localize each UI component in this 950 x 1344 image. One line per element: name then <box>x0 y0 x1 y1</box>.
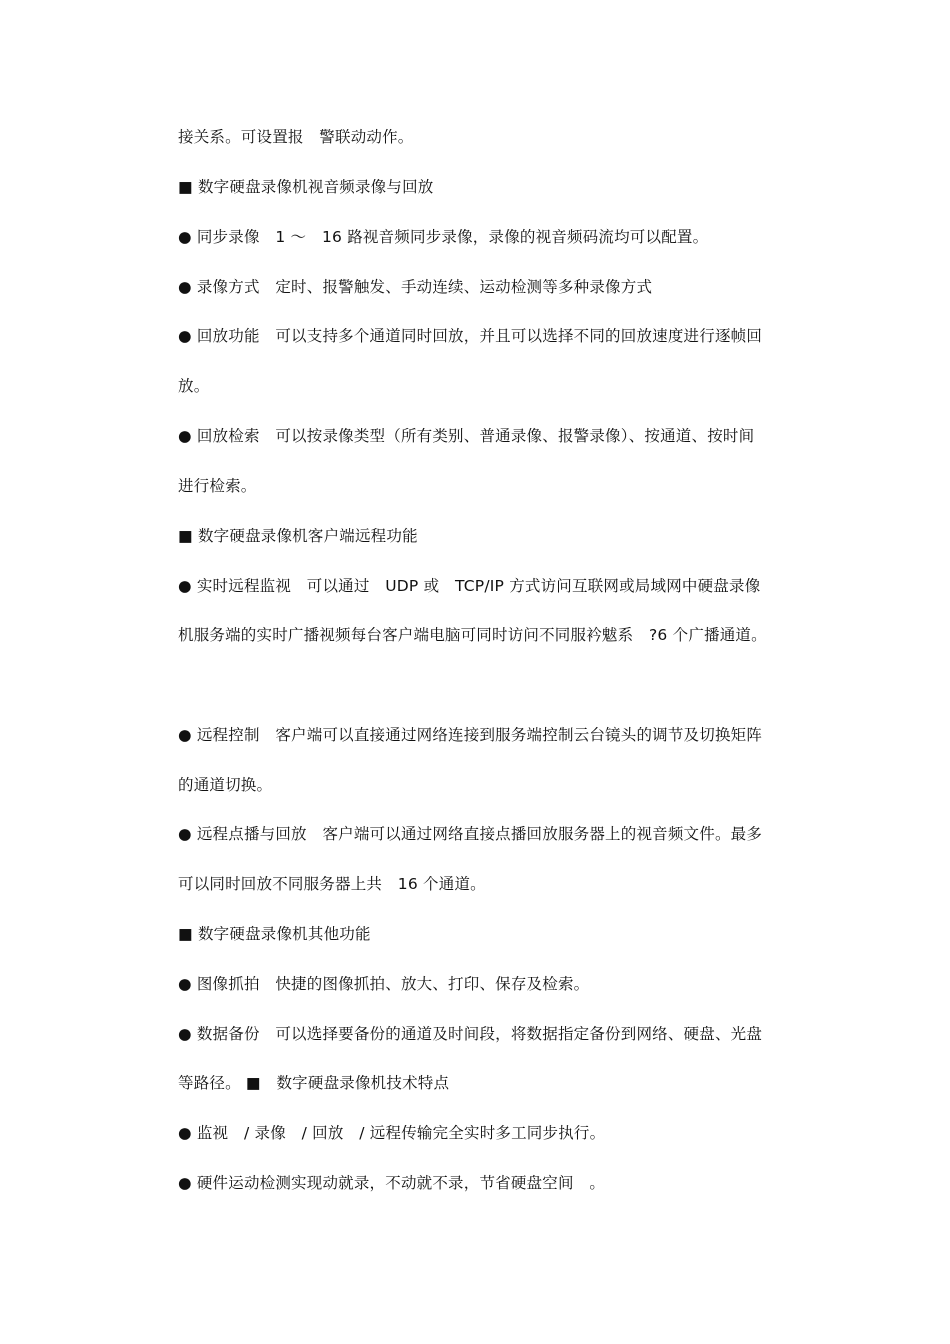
text-line: 可以同时回放不同服务器上共 16 个通道。 <box>178 875 486 893</box>
section-heading: ■ 数字硬盘录像机视音频录像与回放 <box>178 178 434 196</box>
bullet-item: ● 硬件运动检测实现动就录，不动就不录，节省硬盘空间 。 <box>178 1174 606 1192</box>
bullet-item: ● 远程控制 客户端可以直接通过网络连接到服务端控制云台镜头的调节及切换矩阵 <box>178 726 763 744</box>
text-line: 等路径。 ■ 数字硬盘录像机技术特点 <box>178 1074 450 1092</box>
bullet-item: ● 回放功能 可以支持多个通道同时回放，并且可以选择不同的回放速度进行逐帧回 <box>178 327 763 345</box>
text-line: 放。 <box>178 377 210 395</box>
bullet-item: ● 实时远程监视 可以通过 UDP 或 TCP/IP 方式访问互联网或局域网中硬盘录像 <box>178 577 761 595</box>
bullet-item: ● 录像方式 定时、报警触发、手动连续、运动检测等多种录像方式 <box>178 278 653 296</box>
bullet-item: ● 图像抓拍 快捷的图像抓拍、放大、打印、保存及检索。 <box>178 975 590 993</box>
bullet-item: ● 监视 / 录像 / 回放 / 远程传输完全实时多工同步执行。 <box>178 1124 606 1142</box>
bullet-item: ● 同步录像 1 ～ 16 路视音频同步录像，录像的视音频码流均可以配置。 <box>178 228 709 246</box>
bullet-item: ● 数据备份 可以选择要备份的通道及时间段，将数据指定备份到网络、硬盘、光盘 <box>178 1025 763 1043</box>
text-line: 的通道切换。 <box>178 776 273 794</box>
text-line: 机服务端的实时广播视频每台客户端电脑可同时访问不同服衿魃系 ?6 个广播通道。 <box>178 626 767 644</box>
bullet-item: ● 远程点播与回放 客户端可以通过网络直接点播回放服务器上的视音频文件。最多 <box>178 825 763 843</box>
section-heading: ■ 数字硬盘录像机客户端远程功能 <box>178 527 418 545</box>
text-line: 接关系。可设置报 警联动动作。 <box>178 128 414 146</box>
text-line: 进行检索。 <box>178 477 257 495</box>
bullet-item: ● 回放检索 可以按录像类型（所有类别、普通录像、报警录像）、按通道、按时间 <box>178 427 755 445</box>
section-heading: ■ 数字硬盘录像机其他功能 <box>178 925 371 943</box>
